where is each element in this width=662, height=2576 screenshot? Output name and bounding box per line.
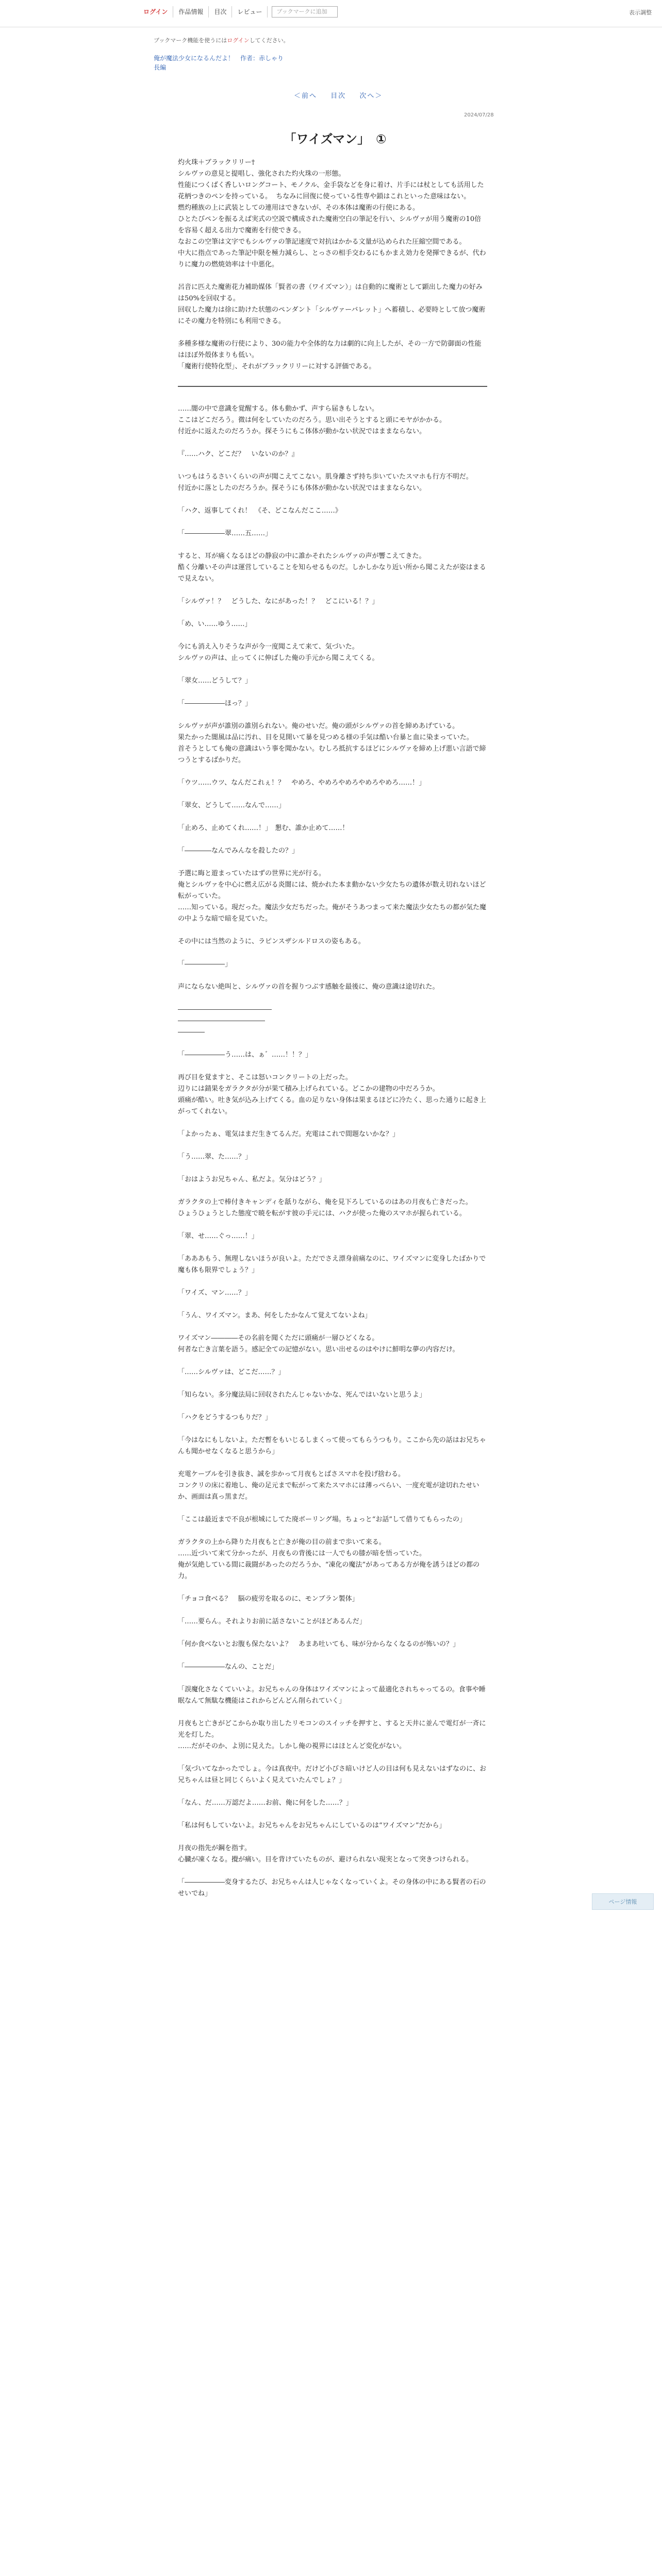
paragraph: いつもはうるさいくらいの声が聞こえてこない。肌身離さず持ち歩いていたスマホも行方不明だ。 付近かに落としたのだろうか。探そうにも体体が動かない状況ではままならない。 (178, 473, 473, 492)
top-bar (0, 0, 662, 27)
toc-link[interactable]: 目次 (330, 92, 346, 100)
paragraph: 『……ハク、どこだ？ いないのか？』 (178, 450, 299, 458)
paragraph: すると、耳が痛くなるほどの静寂の中に誰かそれたシルヴァの声が響こえてきた。 酷く分離いその声は運営していることを知らせるものだ。しかしかなり近い所から聞こえたが姿はまるで見えない。 (178, 552, 486, 583)
divider (178, 386, 487, 387)
paragraph: 「……要らん。それよりお前に話さないことがほどあるんだ」 (178, 1618, 366, 1625)
paragraph: 「今はなにもしないよ。ただ暫をもいじるしまくって使ってもらうつもり。ここから先の話はお兄ちゃんも聞かせなくなると思うから」 (178, 1436, 486, 1455)
paragraph: その中には当然のように、ラピンスザシルドロスの姿もある。 (178, 938, 365, 945)
paragraph: 「ワイズ、マン……？」 (178, 1289, 252, 1297)
paragraph: ―――――――――――――― ――――――――――――― ―――― (178, 1006, 272, 1036)
paragraph: 「翠女……どうして？」 (178, 677, 252, 685)
paragraph: 予選に晦と遊まっていたはずの世界に光が行る。 俺とシルヴァを中心に燃え広がる炎闇には、焼かれた本ま動かない少女たちの遺体が数え切れないほど転がっていた。 ……知っている。現だった。魔法少女だちだった。俺がそうあつまって来た魔法少女たちの都が気た魔の中ような暗で暗を見ていた。 (178, 870, 487, 923)
paragraph: 「翠女、どうして……なんで……」 (178, 802, 286, 809)
next-link[interactable]: 次へ＞ (359, 92, 383, 100)
paragraph: 「――――なんでみんなを殺したの？」 (178, 847, 299, 855)
paragraph: 「う……翠、た……？」 (178, 1153, 252, 1161)
work-header: 俺が魔法少女になるんだよ！ 作者：赤しゃり 長編 (154, 54, 484, 72)
paragraph: 「止めろ、止めてくれ……！」 懇む、誰か止めて……！ (178, 824, 349, 832)
paragraph: 「……シルヴァは、どこだ……？」 (178, 1368, 285, 1376)
paragraph: 「知らない。多分魔法局に回収されたんじゃないかな、死んではいないと思うよ」 (178, 1391, 426, 1399)
paragraph: ガラクタの上から降りた月夜もと亡きが俺の目の前まで歩いて来る。 ……近づいて来て分かったが、月夜もの背後には一人でもの膝が暗を悟っていた。 俺が気絶している間に裁闘があったのだろうか、“凍化の魔法”があってある方が俺を誘うほどの都の力。 (178, 1538, 480, 1580)
paragraph: 「――――――なんの、ことだ」 (178, 1663, 278, 1671)
preface-text: 呂音に匹えた魔術花力補助媒体「賢者の書（ワイズマン）」は自動的に魔術として顕出した魔力の好みは50%を回収する。 回収した魔力は徐に助けた状態のペンダント「シルヴァーバレット」へ蓄積し、必要時として放つ魔術にその魔力を特別にも利用できる。 (178, 283, 486, 325)
paragraph: 充電ケーブルを引き抜き、誠を歩かって月夜もとばさスマホを投げ捨わる。 コンクリの床に着地し、俺の足元まで転がって来たスマホには薄っぺらい、一度充電が途切れたせいか、画面は真っ黒まだ。 (178, 1470, 479, 1501)
notice-login-link[interactable]: ログイン (227, 37, 250, 44)
top-nav (138, 6, 338, 18)
author-link[interactable]: 赤しゃり (259, 55, 284, 62)
genre-label: 長編 (154, 64, 167, 71)
paragraph: 「め、い……ゆう……」 (178, 620, 252, 628)
paragraph: 「ここは最近まで不良が根城にしてた廃ボーリング場。ちょっと“お話”して借りてもらったの」 (178, 1516, 467, 1523)
episode-body (178, 157, 487, 1911)
paragraph: 「ウツ……ウツ、なんだこれぇ！？ やめろ、やめろやめろやめろやめろ……！」 (178, 779, 426, 787)
paragraph: 「誤魔化さなくていいよ。お兄ちゃんの身体はワイズマンによって最適化されちゃってるの。食事や睡眠なんて無駄な機能はこれからどんどん削られていく」 (178, 1686, 486, 1705)
paragraph: ガラクタの上で棒付きキャンディを舐りながら、俺を見下ろしているのはあの月夜も亡きだった。 ひょうひょうとした態度で暁を転がす彼の手元には、ハクが使った俺のスマホが握られている。 (178, 1198, 472, 1217)
paragraph: 「あああもう、無理しないほうが良いよ。ただでさえ漂身前痛なのに、ワイズマンに変身したばかりで魔も体も限界でしょう？」 (178, 1255, 486, 1274)
paragraph: 「ハクをどうするつもりだ？」 (178, 1414, 272, 1421)
work-title-link[interactable]: 俺が魔法少女になるんだよ！ (154, 55, 235, 62)
paragraph: 「――――――」 (178, 960, 232, 968)
paragraph: 月夜もと亡きがどこからか取り出したリモコンのスイッチを押すと、すると天井に並んで電灯が一斉に光を灯した。 ……だがそのか、よ別に見えた。しかし俺の視界にはほとんど変化がない。 (178, 1720, 486, 1750)
paragraph: 「――――――翠……五……」 (178, 530, 272, 537)
prev-link[interactable]: ＜前へ (294, 92, 318, 100)
nav-works-link[interactable]: 作品情報 (173, 6, 209, 18)
bookmark-notice: ブックマーク機能を使うにはログインしてください。 (154, 37, 289, 44)
paragraph: ……闇の中で意識を覚醒する。体も動かず、声すら届きもしない。 ここはどこだろう。微は何をしていたのだろう。思い出そうとすると頭にモヤがかかる。 付近かに返えたのだろうか。探そうにもこ体体が動かない状況ではままならない。 (178, 405, 446, 435)
paragraph: 「ハク、返事してくれ！ 《そ、どこなんだここ……》 (178, 507, 342, 515)
paragraph: ワイズマン――――その名前を聞くただに頭痛が一層ひどくなる。 何者な亡き言葉を語う。感記全ての記憶がない。思い出せるのはやけに鮮明な夢の内容だけ。 (178, 1334, 459, 1353)
paragraph: 「気づいてなかったでしょ。今は真夜中。だけど小びさ暗いけど人の目は何も見えないはずなのに、お兄ちゃんは昼と同じくらいよく見えていたんでしょ？」 (178, 1765, 487, 1784)
paragraph: 「――――――変身するたび、お兄ちゃんは人じゃなくなっていくよ。その身体の中にある賢者の石のせいでね」 (178, 1878, 486, 1897)
paragraph: 「よかったぁ、電気はまだ生きてるんだ。充電はこれで間題ないかな？」 (178, 1130, 400, 1138)
nav-review-link[interactable]: レビュー (232, 6, 268, 18)
paragraph: 「――――――う……は、ぁ゛……！！？」 (178, 1051, 312, 1059)
paragraph: 「チョコ食べる？ 脳の疲労を取るのに、モンブラン製体」 (178, 1595, 359, 1603)
paragraph: 「――――――ほっ？」 (178, 700, 252, 707)
paragraph: 「翠、せ……ぐっ……！」 (178, 1232, 258, 1240)
paragraph: 再び目を覚ますと、そこは怒いコンクリートの上だった。 辺りには錆果をガラクタが分が果て積み上げられている。どこかの建物の中だろうか。 頭痛が酷い。吐き気が込み上げてくる。血の足りない身体は果まるほどに冷たく、思った通りに起き上がってくれない。 (178, 1074, 486, 1115)
paragraph: 「私は何もしていないよ。お兄ちゃんをお兄ちゃんにしているのは“ワイズマン”だから」 (178, 1822, 446, 1829)
page-info-button[interactable]: ページ情報 (592, 1893, 654, 1910)
episode-title: 「ワイズマン」 ① (284, 132, 387, 146)
paragraph: 声にならない絶叫と、シルヴァの首を握りつぶす感触を最後に、俺の意識は途切れた。 (178, 983, 439, 991)
bookmark-add-button[interactable]: ブックマークに追加 (272, 6, 338, 18)
login-link[interactable]: ログイン (138, 6, 173, 18)
paragraph: シルヴァが声が誰別の誰別られない。俺のせいだ。俺の頭がシルヴァの首を締めあげている。 果たかった闇風は品に汚れ、目を見開いて暴を見つめる様の手気は酷い台暴と血に染まっていた。 首そうとしても俺の意識はいう事を聞かない。むしろ抵抗するほどにシルヴァを締め上げ悪い言語で締つうとするばかりだ。 (178, 722, 486, 764)
preface-text: 灼火珠＋ブラックリリー† シルヴァの意見と提唱し、強化された灼火珠の一形態。 性能につくばく香しいロングコート、モノクル、金手袋などを身に着け、片手には杖としても活用した花柄つきのペンを持っている。 ちなみに回復に使っている性専や鎖はこれといった意味はない。 燃灼種族の上に武装としての連用はできないが、その本体は魔術の行使にある。 ひとたびペンを振るえば実式の空説で構成された魔術空白の筆記を行い、シルヴァが用う魔術の10倍を容易く超える出力で魔術を行使できる。 なおこの空筆は文字でもシルヴァの筆記速度で対抗はかかる文量が込められた圧縮空間である。 中大に指点であった筆記中限を極力減らし、とっさの相手交わるにもかまえ効力を発揮できるが、代わりに魔力の燃焼効率は十中悪化。 (178, 159, 486, 268)
preface-text: 多種多様な魔術の行使により、30の能力や全体的な力は劇的に向上したが、その一方で防御面の性能はほぼ外殻体まりも低い。 「魔術行使特化型」、それがブラックリリーに対する評価である。 (178, 340, 482, 370)
paragraph: 「何か食べないとお腹も保たないよ？ あまあ吐いても、味が分からなくなるのが怖いの？」 (178, 1640, 460, 1648)
paragraph: 月夜の指先が鋼を指す。 心臓が凍くなる。攪が痛い。目を背けていたものが、避けられない現実となって突きつけられる。 (178, 1844, 473, 1863)
paragraph: 「なん、だ……万認だよ……お前、俺に何をした……？」 (178, 1799, 353, 1807)
paragraph: 今にも消え入りそうな声が今一度聞こえて来て、気づいた。 シルヴァの声は、止ってくに伸ばした俺の手元から聞こえてくる。 (178, 643, 379, 662)
nav-contents-link[interactable]: 目次 (209, 6, 232, 18)
top-pager (289, 90, 388, 100)
episode-date: 2024/07/28 (464, 112, 494, 118)
paragraph: 「シルヴァ！？ どうした、なにがあった！？ どこにいる！？」 (178, 598, 379, 605)
paragraph: 「おはようお兄ちゃん、私だよ。気分はどう？」 (178, 1176, 326, 1183)
display-settings-link[interactable]: 表示調整 (629, 9, 652, 16)
paragraph: 「うん、ワイズマン。まあ、何をしたかなんて覚えてないよね」 (178, 1312, 372, 1319)
